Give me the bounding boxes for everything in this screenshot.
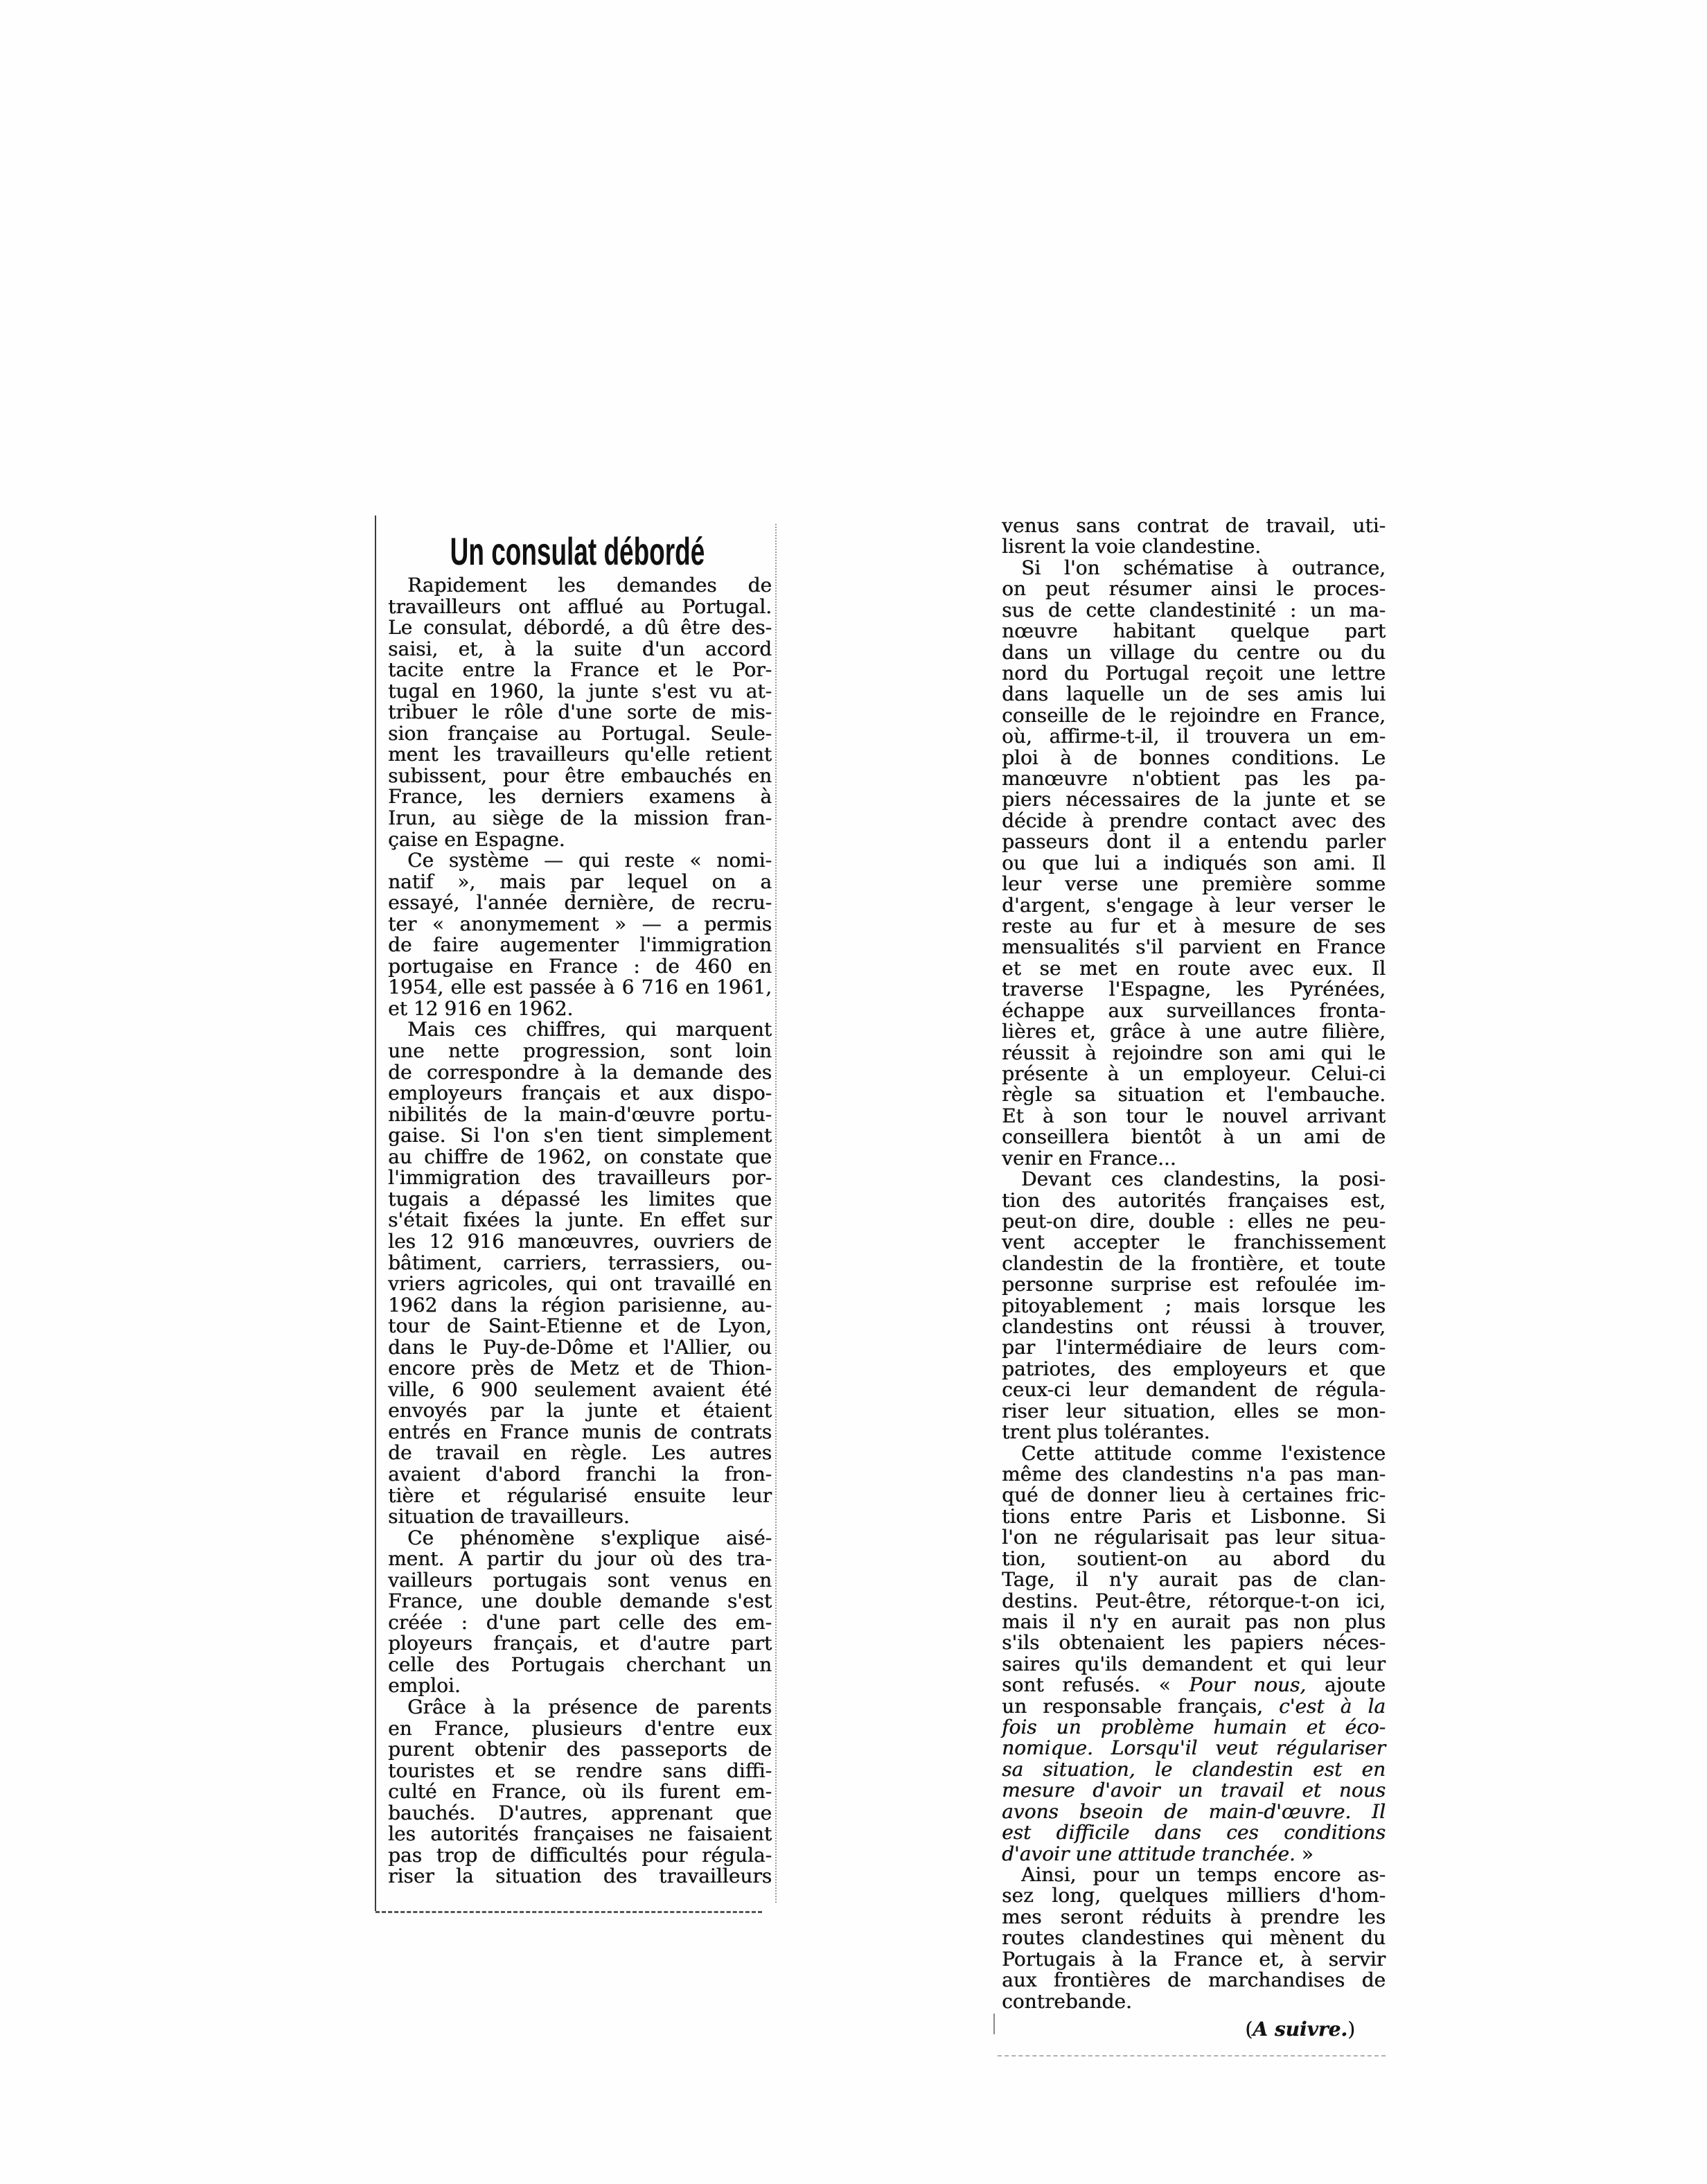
text-line: situation de travailleurs. bbox=[388, 1505, 630, 1529]
text-line: Tage, il n'y aurait pas de clan- bbox=[1002, 1568, 1386, 1592]
text-line: purent obtenir des passeports de bbox=[388, 1738, 772, 1761]
text-line: contrebande. bbox=[1002, 1989, 1132, 2013]
text-line: avaient d'abord franchi la fron- bbox=[388, 1462, 772, 1486]
text-line: passeurs dont il a entendu parler bbox=[1002, 830, 1386, 854]
text-line: ceux-ci leur demandent de régula- bbox=[1002, 1378, 1386, 1402]
text-line: de travail en règle. Les autres bbox=[388, 1441, 772, 1465]
text-line: décide à prendre contact avec des bbox=[1002, 809, 1386, 832]
text-line: Ainsi, pour un temps encore as- bbox=[1021, 1863, 1386, 1886]
clipping-bottom-edge-right bbox=[998, 2055, 1386, 2057]
text-line: tugais a dépassé les limites que bbox=[388, 1187, 772, 1210]
paragraph bbox=[1002, 558, 1386, 1169]
text-line: nœuvre habitant quelque part bbox=[1002, 619, 1386, 643]
text-line: dans un village du centre ou du bbox=[1002, 640, 1386, 664]
text-line: envoyés par la junte et étaient bbox=[388, 1399, 772, 1423]
italic-text: sa situation, le clandestin est en bbox=[1002, 1757, 1386, 1781]
text-line: ploi à de bonnes conditions. Le bbox=[1002, 746, 1386, 769]
article-column-left bbox=[388, 575, 772, 1887]
text-line bbox=[1002, 1717, 1386, 1738]
text-line: routes clandestines qui mènent du bbox=[1002, 1926, 1386, 1950]
text-line: tour de Saint-Etienne et de Lyon, bbox=[388, 1314, 772, 1338]
text-line: sus de cette clandestinité : un ma- bbox=[1002, 598, 1386, 622]
text-line: règle sa situation et l'embauche. bbox=[1002, 1083, 1386, 1107]
text-line: présente à un employeur. Celui-ci bbox=[1002, 1062, 1386, 1085]
text-line bbox=[1002, 1759, 1386, 1780]
text-line: touristes et se rendre sans diffi- bbox=[388, 1759, 772, 1782]
text-line: venir en France... bbox=[1002, 1146, 1176, 1170]
article-title-text: Un consulat débordé bbox=[450, 529, 705, 573]
text-span: un responsable français, bbox=[1002, 1694, 1279, 1718]
italic-text: d'avoir une attitude tranchée. bbox=[1002, 1842, 1295, 1865]
text-line bbox=[1002, 1738, 1386, 1759]
text-line: mais il n'y en aurait pas non plus bbox=[1002, 1610, 1386, 1633]
text-line: saires qu'ils demandent et qui leur bbox=[1002, 1652, 1386, 1675]
text-line: portugaise en France : de 460 en bbox=[388, 954, 772, 978]
text-line: de correspondre à la demande des bbox=[388, 1060, 772, 1084]
article-title bbox=[335, 529, 820, 573]
text-line: emploi. bbox=[388, 1674, 461, 1698]
paragraph bbox=[388, 575, 772, 850]
text-line: aux frontières de marchandises de bbox=[1002, 1969, 1386, 1992]
paragraph bbox=[388, 850, 772, 1019]
text-line: s'ils obtenaient les papiers néces- bbox=[1002, 1631, 1386, 1655]
text-line: tacite entre la France et le Por- bbox=[388, 658, 772, 682]
text-line: natif », mais par lequel on a bbox=[388, 870, 772, 893]
signoff-text: A suivre. bbox=[1253, 2018, 1348, 2041]
text-line: lisrent la voie clandestine. bbox=[1002, 535, 1262, 558]
text-line: ployeurs français, et d'autre part bbox=[388, 1632, 772, 1655]
text-span: ajoute bbox=[1306, 1673, 1386, 1697]
text-span: » bbox=[1295, 1842, 1314, 1865]
text-line: Ce phénomène s'explique aisé- bbox=[407, 1526, 772, 1549]
text-line: 1954, elle est passée à 6 716 en 1961, bbox=[388, 976, 772, 999]
paragraph bbox=[1002, 1169, 1386, 1443]
text-line: en France, plusieurs d'entre eux bbox=[388, 1716, 772, 1740]
text-line: celle des Portugais cherchant un bbox=[388, 1653, 772, 1676]
text-line: çaise en Espagne. bbox=[388, 827, 565, 851]
column-rule-left bbox=[375, 516, 376, 1911]
text-line: patriotes, des employeurs et que bbox=[1002, 1357, 1386, 1380]
text-line: au chiffre de 1962, on constate que bbox=[388, 1145, 772, 1168]
text-line: bâtiment, carriers, terrassiers, ou- bbox=[388, 1251, 772, 1274]
text-line bbox=[1002, 1675, 1386, 1696]
text-line: on peut résumer ainsi le proces- bbox=[1002, 577, 1386, 601]
text-line: conseillera bientôt à un ami de bbox=[1002, 1125, 1386, 1149]
text-line: ter « anonymement » — a permis bbox=[388, 912, 772, 935]
paragraph bbox=[1002, 1865, 1386, 2012]
text-line: clandestin de la frontière, et toute bbox=[1002, 1251, 1386, 1275]
text-line: pas trop de difficultés pour régula- bbox=[388, 1843, 772, 1867]
italic-text: est difficile dans ces conditions bbox=[1002, 1821, 1386, 1844]
text-line: par l'intermédiaire de leurs com- bbox=[1002, 1336, 1386, 1359]
text-line: personne surprise est refoulée im- bbox=[1002, 1273, 1386, 1296]
text-line: riser la situation des travailleurs bbox=[388, 1865, 772, 1888]
text-line: vailleurs portugais sont venus en bbox=[388, 1568, 772, 1592]
text-line: vriers agricoles, qui ont travaillé en bbox=[388, 1272, 772, 1296]
text-line: pitoyablement ; mais lorsque les bbox=[1002, 1294, 1386, 1317]
text-span: sont refusés. « bbox=[1002, 1673, 1189, 1697]
article-column-right bbox=[1002, 516, 1386, 2012]
text-line: où, affirme-t-il, il trouvera un em- bbox=[1002, 725, 1386, 748]
text-line: réussit à rejoindre son ami qui le bbox=[1002, 1041, 1386, 1064]
text-line: Mais ces chiffres, qui marquent bbox=[407, 1018, 772, 1041]
signoff-open-paren: ( bbox=[1245, 2018, 1253, 2041]
text-line: ville, 6 900 seulement avaient été bbox=[388, 1377, 772, 1401]
text-line: lières et, grâce à une autre filière, bbox=[1002, 1020, 1386, 1043]
clipping-bottom-edge-left bbox=[375, 1911, 762, 1913]
text-line: les 12 916 manœuvres, ouvriers de bbox=[388, 1229, 772, 1253]
text-line: tribuer le rôle d'une sorte de mis- bbox=[388, 701, 772, 724]
text-line: échappe aux surveillances fronta- bbox=[1002, 998, 1386, 1022]
text-line: dans le Puy-de-Dôme et l'Allier, ou bbox=[388, 1335, 772, 1359]
text-line: nibilités de la main-d'œuvre portu- bbox=[388, 1102, 772, 1126]
text-line: reste au fur et à mesure de ses bbox=[1002, 915, 1386, 938]
text-line: l'immigration des travailleurs por- bbox=[388, 1166, 772, 1190]
text-line: créée : d'une part celle des em- bbox=[388, 1610, 772, 1634]
text-line: qué de donner lieu à certaines fric- bbox=[1002, 1483, 1386, 1507]
text-line: piers nécessaires de la junte et se bbox=[1002, 788, 1386, 811]
text-line: saisi, et, à la suite d'un accord bbox=[388, 637, 772, 660]
text-line: Le consulat, débordé, a dû être des- bbox=[388, 616, 772, 640]
text-line: ou que lui a indiqués son ami. Il bbox=[1002, 851, 1386, 874]
text-line: de faire augementer l'immigration bbox=[388, 933, 772, 957]
italic-text: Pour nous, bbox=[1189, 1673, 1307, 1697]
text-line: Ce système — qui reste « nomi- bbox=[407, 849, 772, 872]
text-line: Cette attitude comme l'existence bbox=[1021, 1441, 1386, 1465]
text-line: Si l'on schématise à outrance, bbox=[1021, 556, 1386, 579]
text-line: les autorités françaises ne faisaient bbox=[388, 1822, 772, 1846]
text-line: subissent, pour être embauchés en bbox=[388, 764, 772, 787]
text-line: et se met en route avec eux. Il bbox=[1002, 956, 1386, 980]
text-line: 1962 dans la région parisienne, au- bbox=[388, 1293, 772, 1316]
text-line: France, une double demande s'est bbox=[388, 1589, 772, 1613]
text-line: peut-on dire, double : elles ne peu- bbox=[1002, 1209, 1386, 1233]
text-line: sez long, quelques milliers d'hom- bbox=[1002, 1884, 1386, 1908]
text-line: bauchés. D'autres, apprenant que bbox=[388, 1801, 772, 1824]
text-line bbox=[1002, 1822, 1386, 1843]
text-line: trent plus tolérantes. bbox=[1002, 1420, 1210, 1444]
italic-text: avons bseoin de main-d'œuvre. Il bbox=[1002, 1799, 1386, 1823]
text-line: mensualités s'il parvient en France bbox=[1002, 935, 1386, 959]
text-line: et 12 916 en 1962. bbox=[388, 996, 574, 1020]
text-line: leur verse une première somme bbox=[1002, 872, 1386, 896]
text-line: Irun, au siège de la mission fran- bbox=[388, 807, 772, 830]
text-line: s'était fixées la junte. En effet sur bbox=[388, 1208, 772, 1232]
text-line: clandestins ont réussi à trouver, bbox=[1002, 1315, 1386, 1339]
text-line: tions entre Paris et Lisbonne. Si bbox=[1002, 1504, 1386, 1528]
text-line: Grâce à la présence de parents bbox=[407, 1695, 772, 1718]
text-line: conseille de le rejoindre en France, bbox=[1002, 703, 1386, 727]
paragraph bbox=[388, 1528, 772, 1697]
text-line bbox=[1002, 1780, 1386, 1801]
italic-text: c'est à la bbox=[1278, 1694, 1386, 1718]
text-line: destins. Peut-être, rétorque-t-on ici, bbox=[1002, 1589, 1386, 1612]
text-line: mes seront réduits à prendre les bbox=[1002, 1905, 1386, 1928]
text-line: tière et régularisé ensuite leur bbox=[388, 1483, 772, 1507]
text-line: nord du Portugal reçoit une lettre bbox=[1002, 661, 1386, 685]
text-line: France, les derniers examens à bbox=[388, 785, 772, 809]
text-line: gaise. Si l'on s'en tient simplement bbox=[388, 1124, 772, 1147]
paragraph bbox=[1002, 516, 1386, 558]
text-line: culté en France, où ils furent em- bbox=[388, 1780, 772, 1804]
text-line: essayé, l'année dernière, de recru- bbox=[388, 891, 772, 915]
text-line bbox=[1002, 1696, 1386, 1717]
text-line: tugal en 1960, la junte s'est vu at- bbox=[388, 679, 772, 703]
text-line: même des clandestins n'a pas man- bbox=[1002, 1462, 1386, 1486]
text-line: sion française au Portugal. Seule- bbox=[388, 721, 772, 745]
text-line: employeurs français et aux dispo- bbox=[388, 1082, 772, 1105]
text-line: ment les travailleurs qu'elle retient bbox=[388, 743, 772, 766]
text-line: d'argent, s'engage à leur verser le bbox=[1002, 893, 1386, 917]
text-line: encore près de Metz et de Thion- bbox=[388, 1357, 772, 1380]
text-line: riser leur situation, elles se mon- bbox=[1002, 1399, 1386, 1423]
italic-text: mesure d'avoir un travail et nous bbox=[1002, 1779, 1386, 1802]
text-line bbox=[1002, 1799, 1386, 1823]
text-line: tion des autorités françaises est, bbox=[1002, 1188, 1386, 1212]
text-line: Rapidement les demandes de bbox=[407, 574, 772, 597]
text-line: ment. A partir du jour où des tra- bbox=[388, 1547, 772, 1571]
text-line: traverse l'Espagne, les Pyrénées, bbox=[1002, 978, 1386, 1001]
text-line: venus sans contrat de travail, uti- bbox=[1002, 514, 1386, 537]
clipping-edge-mark bbox=[993, 2014, 995, 2034]
to-be-continued-note bbox=[1000, 2019, 1355, 2041]
column-rule-dotted bbox=[775, 524, 777, 1903]
text-line bbox=[1002, 1844, 1386, 1865]
text-line: l'on ne régularisait pas leur situa- bbox=[1002, 1526, 1386, 1549]
text-line: Portugais à la France et, à servir bbox=[1002, 1947, 1386, 1971]
text-line: vent accepter le franchissement bbox=[1002, 1231, 1386, 1254]
text-line: travailleurs ont afflué au Portugal. bbox=[388, 595, 772, 618]
text-line: Et à son tour le nouvel arrivant bbox=[1002, 1104, 1386, 1127]
text-line: une nette progression, sont loin bbox=[388, 1039, 772, 1063]
text-line: dans laquelle un de ses amis lui bbox=[1002, 682, 1386, 706]
paragraph bbox=[1002, 1443, 1386, 1865]
paragraph bbox=[388, 1697, 772, 1887]
text-line: tion, soutient-on au abord du bbox=[1002, 1547, 1386, 1570]
signoff-close-paren: ) bbox=[1347, 2018, 1355, 2041]
text-line: Devant ces clandestins, la posi- bbox=[1021, 1168, 1386, 1191]
text-line: entrés en France munis de contrats bbox=[388, 1420, 772, 1443]
italic-text: fois un problème humain et éco- bbox=[1002, 1716, 1386, 1739]
italic-text: nomique. Lorsqu'il veut régulariser bbox=[1002, 1736, 1386, 1760]
text-line: manœuvre n'obtient pas les pa- bbox=[1002, 767, 1386, 791]
paragraph bbox=[388, 1019, 772, 1527]
